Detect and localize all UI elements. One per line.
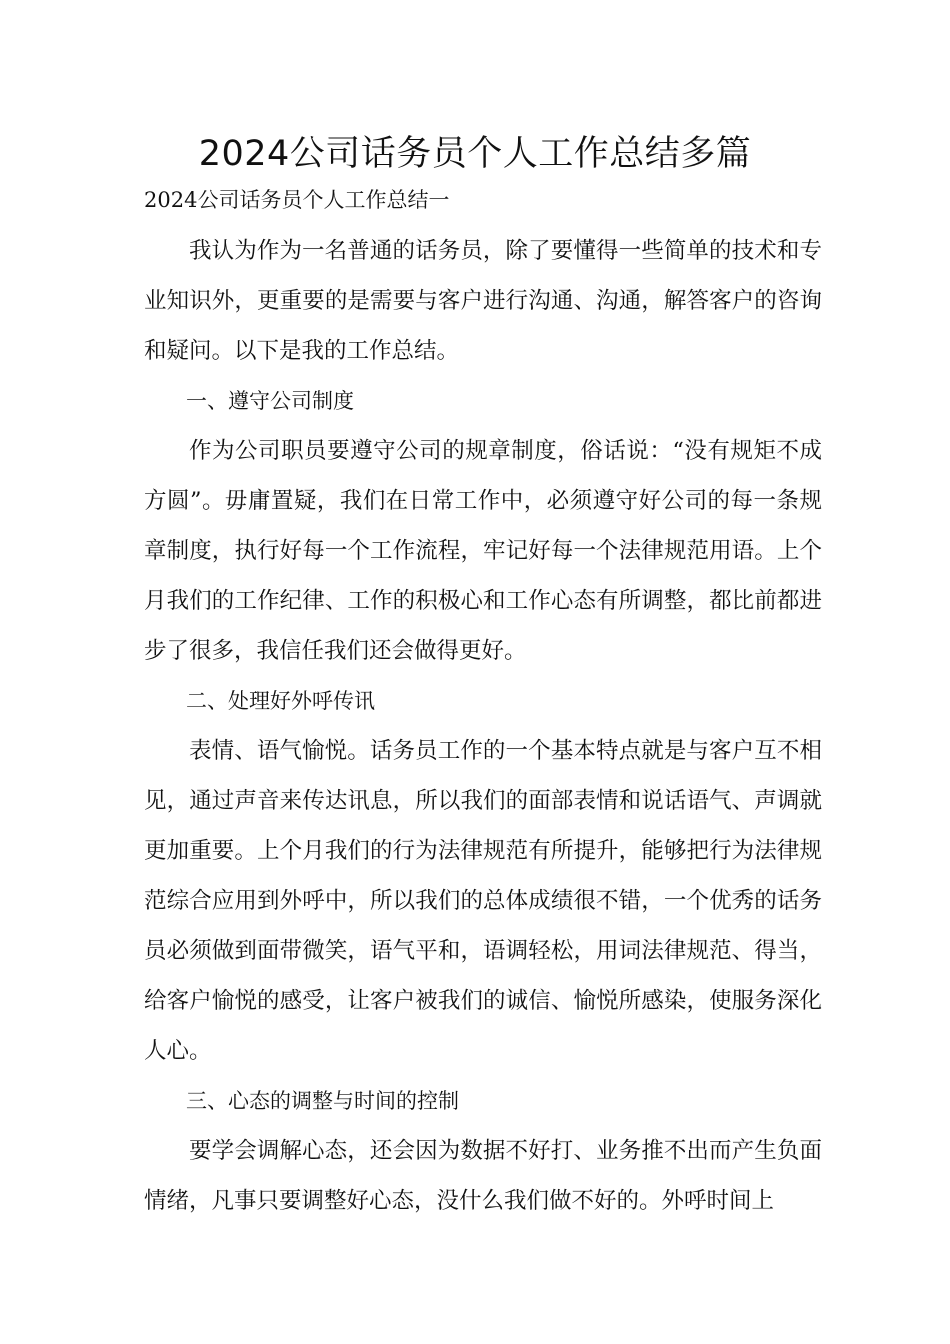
document-body: [144, 226, 822, 1226]
document-title: 2024公司话务员个人工作总结多篇: [198, 134, 752, 174]
paragraph: 我认为作为一名普通的话务员，除了要懂得一些简单的技术和专业知识外，更重要的是需要与客户进行沟通、沟通，解答客户的咨询和疑问。以下是我的工作总结。: [144, 238, 822, 364]
paragraph: 要学会调解心态，还会因为数据不好打、业务推不出而产生负面情绪，凡事只要调整好心态，没什么我们做不好的。外呼时间上: [144, 1138, 822, 1214]
section-heading: 三、心态的调整与时间的控制: [186, 1089, 459, 1113]
section-heading: 二、处理好外呼传讯: [186, 689, 375, 713]
paragraph: 作为公司职员要遵守公司的规章制度，俗话说：“没有规矩不成方圆”。毋庸置疑，我们在日常工作中，必须遵守好公司的每一条规章制度，执行好每一个工作流程，牢记好每一个法律规范用语。上个月我们的工作纪律、工作的积极心和工作心态有所调整，都比前都进步了很多，我信任我们还会做得更好。: [144, 438, 822, 664]
paragraph: 表情、语气愉悦。话务员工作的一个基本特点就是与客户互不相见，通过声音来传达讯息，所以我们的面部表情和说话语气、声调就更加重要。上个月我们的行为法律规范有所提升，能够把行为法律规范综合应用到外呼中，所以我们的总体成绩很不错，一个优秀的话务员必须做到面带微笑，语气平和，语调轻松，用词法律规范、得当，给客户愉悦的感受，让客户被我们的诚信、愉悦所感染，使服务深化人心。: [144, 738, 822, 1064]
section-heading: 一、遵守公司制度: [186, 389, 354, 413]
document-subtitle: 2024公司话务员个人工作总结一: [144, 188, 450, 212]
